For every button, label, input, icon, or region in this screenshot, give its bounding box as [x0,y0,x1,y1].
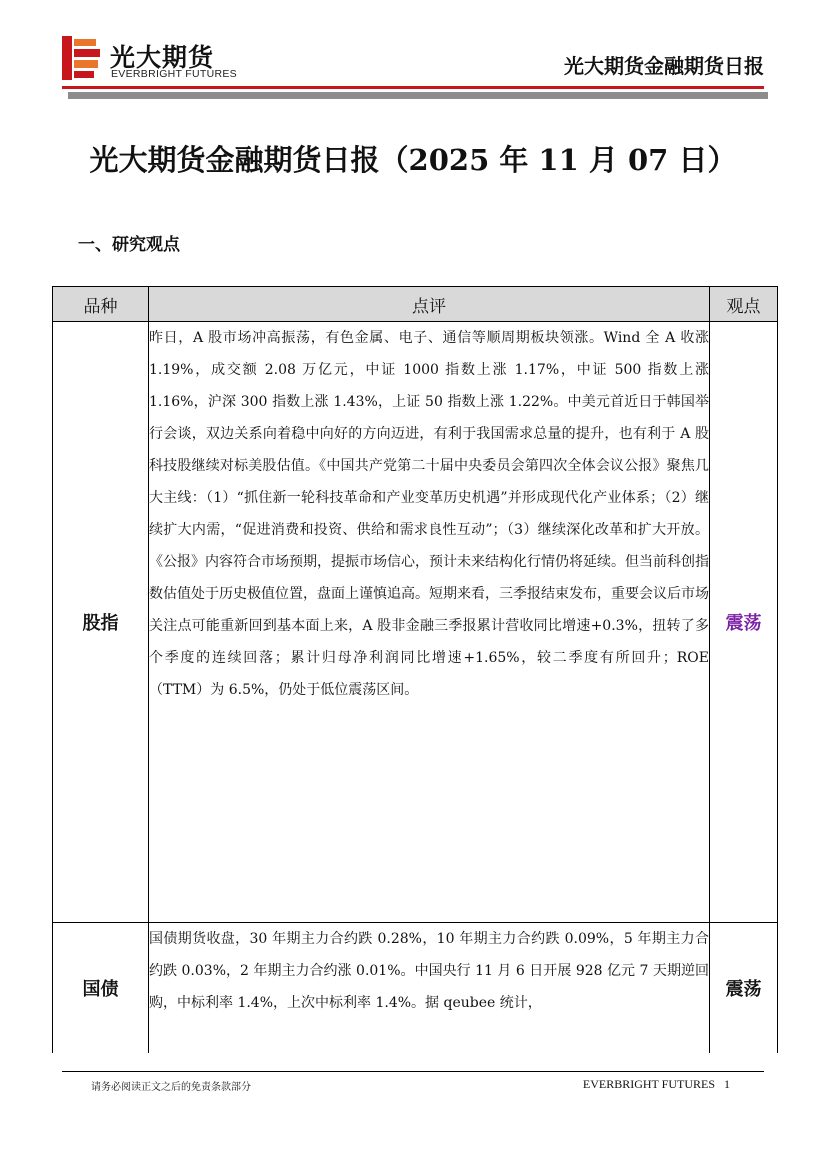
logo-english-name: EVERBRIGHT FUTURES [111,68,237,80]
header-red-rule [62,86,764,89]
header-gray-band [68,92,768,99]
table-row [53,923,778,1054]
section-heading: 一、研究观点 [78,235,180,255]
comment-cell: 昨日，A 股市场冲高振荡，有色金属、电子、通信等顺周期板块领涨。Wind 全 A 收涨 1.19%，成交额 2.08 万亿元，中证 1000 指数上涨 1.17%，中证 500 指数上涨 1.16%，沪深 300 指数上涨 1.43%，上证 50 指数上涨 1.22%。中美元首近日于韩国举行会谈，双边关系向着稳中向好的方向迈进，有利于我国需求总量的提升，也有利于 A 股科技股继续对标美股估值。《中国共产党第二十届中央委员会第四次全体会议公报》聚焦几大主线：（1）“抓住新一轮科技革命和产业变革历史机遇”并形成现代化产业体系；（2）继续扩大内需，“促进消费和投资、供给和需求良性互动”；（3）继续深化改革和扩大开放。《公报》内容符合市场预期，提振市场信心，预计未来结构化行情仍将延续。但当前科创指数估值处于历史极值位置，盘面上谨慎追高。短期来看，三季报结束发布，重要会议后市场关注点可能重新回到基本面上来，A 股非金融三季报累计营收同比增速+0.3%，扭转了多个季度的连续回落；累计归母净利润同比增速+1.65%，较二季度有所回升；ROE（TTM）为 6.5%，仍处于低位震荡区间。 [149,322,710,923]
comment-cell: 国债期货收盘，30 年期主力合约跌 0.28%，10 年期主力合约跌 0.09%，5 年期主力合约跌 0.03%，2 年期主力合约涨 0.01%。中国央行 11 月 6 日开展 928 亿元 7 天期逆回购，中标利率 1.4%，上次中标利率 1.4%。据 qeubee 统计， [149,923,710,1054]
column-header-comment: 点评 [149,287,710,322]
table-header-row [53,287,778,322]
logo-chinese-name: 光大期货 [110,43,215,72]
footer-company: EVERBRIGHT FUTURES [582,1077,715,1091]
view-cell: 震荡 [710,923,778,1054]
everbright-logo-icon [62,36,102,80]
footer-right [583,1077,730,1092]
variety-cell: 国债 [53,923,149,1054]
page-number: 1 [724,1077,730,1091]
document-title: 光大期货金融期货日报（2025 年 11 月 07 日） [89,143,737,177]
footer-disclaimer: 请务必阅读正文之后的免责条款部分 [91,1082,251,1093]
table-row [53,322,778,923]
footer-rule [62,1071,764,1072]
research-view-table [52,286,778,1053]
company-logo [62,36,242,82]
view-cell: 震荡 [710,322,778,923]
column-header-view: 观点 [710,287,778,322]
column-header-variety: 品种 [53,287,149,322]
variety-cell: 股指 [53,322,149,923]
header-report-title: 光大期货金融期货日报 [564,54,764,78]
